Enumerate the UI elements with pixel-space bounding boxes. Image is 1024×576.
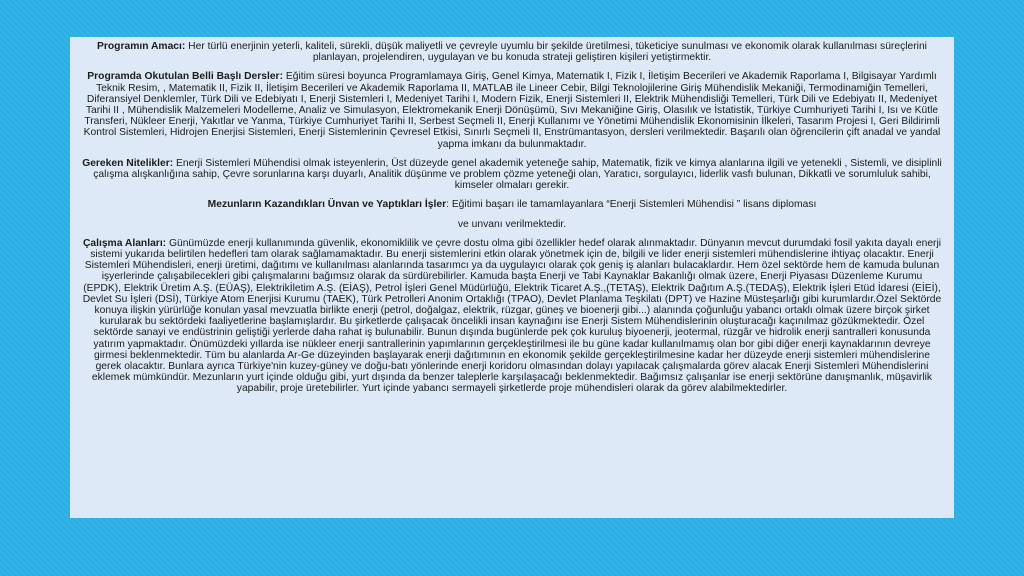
program-purpose-paragraph: [82, 41, 942, 63]
degree-text: : Eğitimi başarı ile tamamlayanlara “Enerji Sistemleri Mühendisi ” lisans diploması: [446, 199, 817, 211]
courses-text: Eğitim süresi boyunca Programlamaya Giriş, Genel Kimya, Matematik I, Fizik I, İletişim Becerileri ve Akademik Raporlama I, Bilgisayar Yardımlı Teknik Resim, , Matematik II, Fizik II, İletişim Becerileri ve Akademik Raporlama II, MATLAB ile Lineer Cebir, Bilgi Teknolojilerine Giriş Mühendislik Mekaniği, Termodinamiğin Temelleri, Diferansiyel Denklemler, Türk Dili ve Edebiyatı I, Enerji Sistemleri I, Medeniyet Tarihi I, Modern Fizik, Enerji Sistemleri II, Elektrik Mühendisliği Temelleri, Türk Dili ve Edebiyatı II, Medeniyet Tarihi II , Mühendislik Malzemeleri Modelleme, Analiz ve Simulasyon, Elektromekanik Enerji Dönüşümü, Sıvı Mekaniğine Giriş, Olasılık ve İstatistik, Türkiye Cumhuriyeti Tarihi I, Isı ve Kütle Transferi, Nükleer Enerji, Yakıtlar ve Yanma, Türkiye Cumhuriyet Tarihi II, Serbest Seçmeli II, Enerji Kullanımı ve Yönetimi Mühendislik Ekonomisinin İlkeleri, Tasarım Projesi I, Geri Bildirimli Kontrol Sistemleri, Hidrojen Enerjisi Sistemleri, Enerji Sistemlerinin Çevresel Etkisi, Sınırlı Seçmeli II, Enstrümantasyon, dersleri verilmektedir. Başarılı olan öğrencilerin çift anadal ve yandal yapma imkanı da bulunmaktadır.: [83, 71, 941, 150]
work-areas-paragraph: [82, 238, 942, 395]
work-areas-label: Çalışma Alanları:: [82, 237, 167, 249]
courses-label: Programda Okutulan Belli Başlı Dersler:: [87, 71, 286, 83]
degree-continuation: ve unvanı verilmektedir.: [457, 218, 567, 230]
degree-label: Mezunların Kazandıkları Ünvan ve Yaptıkları İşler: [207, 199, 447, 211]
program-purpose-text: Her türlü enerjinin yeterli, kaliteli, sürekli, düşük maliyetli ve çevreyle uyumlu bir şekilde üretilmesi, tüketiciye sunulması ve ekonomik olarak kullanılması süreçlerini planlayan, projelendiren, uygulayan ve bu konuda strateji geliştiren kişileri yetiştirmektir.: [185, 41, 927, 64]
qualifications-label: Gereken Nitelikler:: [82, 157, 174, 169]
content-panel: [70, 37, 954, 518]
qualifications-paragraph: [82, 158, 942, 192]
courses-paragraph: [82, 71, 942, 149]
program-purpose-label: Programın Amacı:: [97, 41, 186, 52]
qualifications-text: Enerji Sistemleri Mühendisi olmak isteyenlerin, Üst düzeyde genel akademik yeteneğe sahip, Matematik, fizik ve kimya alanlarına ilgili ve yetenekli , Sistemli, ve disiplinli çalışma alışkanlığına sahip, Çevre sorunlarına karşı duyarlı, Analitik düşünme ve problem çözme yeteneği olan, Yaratıcı, sorgulayıcı, liderlik vasfı bulunan, Dikkatli ve sorumluluk sahibi, kimseler olmaları gerekir.: [93, 157, 942, 192]
degree-paragraph: [82, 199, 942, 210]
work-areas-text: Günümüzde enerji kullanımında güvenlik, ekonomiklilik ve çevre dostu olma gibi özellikler hedef olarak alınmaktadır. Dünyanın mevcut durumdaki fosil yakıta dayalı enerji sistemi yukarıda belirtilen hedefleri tam olarak sağlamamaktadır. Bu enerji sistemlerini etkin olarak yönetmek için de, bilgili ve lider enerji sistemleri mühendislerine ihtiyaç olacaktır. Enerji Sistemleri Mühendisleri, enerji üretimi, dağıtımı ve kullanılması alanlarında tasarımcı ya da uygulayıcı olarak çok geniş iş alanları bulacaklardır. Hem özel sektörde hem de kamuda bulunan işyerlerinde çalışabilecekleri gibi çalışmalarını bağımsız olarak da sürdürebilirler. Kamuda başta Enerji ve Tabi Kaynaklar Bakanlığı olmak üzere, Enerji Piyasası Düzenleme Kurumu (EPDK), Elektrik Üretim A.Ş. (EÜAŞ), Elektrikİletim A.Ş. (EİAŞ), Petrol İşleri Genel Müdürlüğü, Elektrik Ticaret A.Ş.,(TETAŞ), Elektrik Dağıtım A.Ş.(TEDAŞ), Elektrik İşleri Etüd İdaresi (EİEİ), Devlet Su İşleri (DSİ), Türkiye Atom Enerjisi Kurumu (TAEK), Türk Petrolleri Anonim Ortaklığı (TPAO), Devlet Planlama Teşkilatı (DPT) ve Hazine Müsteşarlığı gibi kurumlardır.Özel Sektörde konuya ilişkin yürürlüğe konulan yasal mevzuatla birlikte enerji (petrol, doğalgaz, elektrik, rüzgar, güneş ve bioenerji gibi...) alanında çoğunluğu yabancı ortaklı olmak üzere birçok şirket kurularak bu sektördeki faaliyetlerine başlamışlardır. Bu şirketlerde çalışacak öncelikli insan kaynağını ise Enerji Sistem Mühendislerinin oluşturacağı kaçınılmaz gözükmektedir. Özel sektörde sanayi ve endüstrinin geliştiği yerlerde daha rahat iş bulunabilir. Bunun dışında bugünlerde pek çok kuruluş biyoenerji, jeotermal, rüzgâr ve hidrolik enerji santralleri konusunda yatırım yapmaktadır. Önümüzdeki yıllarda ise nükleer enerji santrallerinin yapımlarının gerçekleştirilmesi ile bu güne kadar kullanılmamış olan bor gibi diğer enerji kaynaklarının devreye girmesi beklenmektedir. Tüm bu alanlarda Ar-Ge düzeyinden başlayarak enerji dağıtımının en ekonomik şekilde gerçekleştirilmesine kadar her düzeyde enerji sistemleri mühendislerine gerek olacaktır. Bunlara ayrıca Türkiye'nin kuzey-güney ve doğu-batı yönlerinde enerji koridoru olmasından dolayı yapılacak çalışmalarda görev alacak Enerji Sistemleri Mühendislerini eklemek mümkündür. Mezunların yurt içinde olduğu gibi, yurt dışında da benzer taleplerle karşılaşacağı beklenmektedir. Bağımsız çalışanlar ise enerji sektörüne danışmanlık, müşavirlik yapabilir, proje üretebilirler. Yurt içinde yabancı sermayeli şirketlerde proje mühendisleri olarak da görev alabilmektedirler.: [82, 237, 942, 395]
